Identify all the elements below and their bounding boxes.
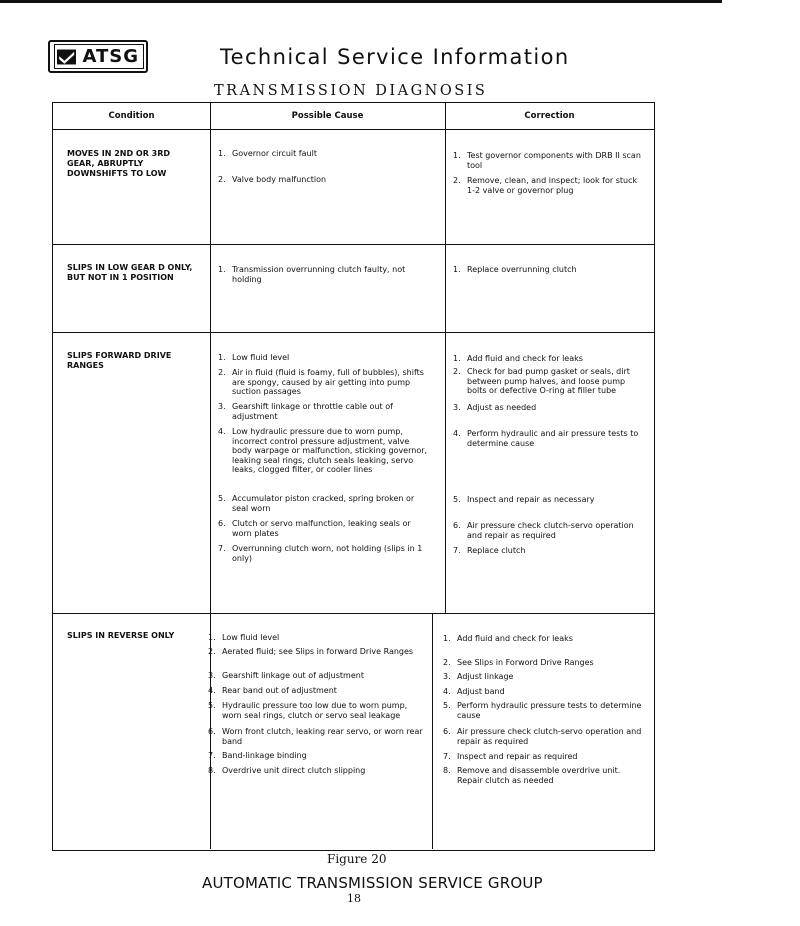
possible-cause-item (218, 427, 430, 475)
item-number: 2. (208, 647, 216, 656)
page-number: 18 (347, 892, 361, 905)
item-text: Air pressure check clutch-servo operation and repair as required (467, 521, 634, 540)
item-text: Perform hydraulic and air pressure tests to determine cause (467, 429, 639, 448)
item-number: 2. (443, 658, 451, 667)
possible-cause-item (218, 402, 430, 421)
item-text: Adjust band (457, 687, 505, 696)
item-number: 2. (218, 175, 226, 184)
possible-cause-item (208, 686, 426, 696)
correction-item (453, 176, 643, 195)
item-text: Air pressure check clutch-servo operation and repair as required (457, 727, 642, 746)
item-text: Inspect and repair as necessary (467, 495, 595, 504)
item-number: 1. (453, 265, 461, 274)
item-text: Inspect and repair as required (457, 752, 578, 761)
condition-cell: SLIPS FORWARD DRIVE RANGES (67, 351, 172, 370)
diagnosis-table (52, 102, 655, 851)
item-text: Accumulator piston cracked, spring broken or seal worn (232, 494, 415, 513)
item-number: 3. (453, 403, 461, 412)
item-text: Aerated fluid; see Slips in forward Drive Ranges (222, 647, 414, 656)
possible-cause-item (208, 671, 426, 681)
correction-item (443, 672, 643, 682)
section-title: TRANSMISSION DIAGNOSIS (214, 83, 488, 99)
item-number: 2. (218, 368, 226, 377)
correction-item (443, 727, 643, 746)
item-text: Gearshift linkage out of adjustment (222, 671, 364, 680)
item-number: 7. (443, 752, 451, 761)
item-number: 4. (208, 686, 216, 695)
correction-item (453, 354, 643, 364)
row-divider (53, 332, 654, 333)
correction-item (453, 429, 643, 448)
row-divider (53, 129, 654, 130)
item-text: Check for bad pump gasket or seals, dirt between pump halves, and loose pump bolts or defective O-ring at filler tube (467, 367, 630, 396)
atsg-logo (48, 40, 148, 73)
correction-item (453, 265, 643, 275)
correction-item (443, 701, 643, 720)
item-text: Valve body malfunction (232, 175, 327, 184)
item-text: See Slips in Forword Drive Ranges (457, 658, 594, 667)
correction-item (443, 687, 643, 697)
item-number: 1. (218, 353, 226, 362)
item-number: 5. (218, 494, 226, 503)
correction-item (453, 367, 643, 396)
possible-cause-item (218, 544, 430, 563)
possible-cause-item (208, 701, 426, 720)
item-number: 1. (453, 354, 461, 363)
item-number: 4. (453, 429, 461, 438)
item-number: 5. (443, 701, 451, 710)
correction-item (453, 495, 643, 505)
correction-item (453, 151, 643, 170)
possible-cause-item (218, 353, 430, 363)
item-text: Clutch or servo malfunction, leaking seals or worn plates (232, 519, 411, 538)
correction-item (443, 766, 643, 785)
item-number: 6. (218, 519, 226, 528)
item-number: 3. (218, 402, 226, 411)
top-rule (0, 0, 722, 3)
item-text: Rear band out of adjustment (222, 686, 337, 695)
item-text: Gearshift linkage or throttle cable out of adjustment (232, 402, 393, 421)
possible-cause-item (208, 766, 426, 776)
item-number: 7. (453, 546, 461, 555)
possible-cause-item (208, 751, 426, 761)
item-text: Add fluid and check for leaks (457, 634, 573, 643)
checkmark-logo-icon (57, 47, 76, 67)
column-header-correction: Correction (524, 111, 575, 121)
possible-cause-item (208, 727, 426, 746)
item-text: Low hydraulic pressure due to worn pump, incorrect control pressure adjustment, valve body warpage or malfunction, sticking governor, leaking seal rings, clutch seals leaking, servo leaks, clogged filter, or cooler lines (232, 427, 428, 475)
item-number: 7. (218, 544, 226, 553)
item-text: Hydraulic pressure too low due to worn pump, worn seal rings, clutch or servo seal leakage (222, 701, 408, 720)
possible-cause-item (218, 175, 430, 185)
possible-cause-item (218, 519, 430, 538)
item-number: 3. (443, 672, 451, 681)
possible-cause-item (208, 647, 426, 657)
figure-caption: Figure 20 (327, 852, 387, 866)
item-text: Worn front clutch, leaking rear servo, or worn rear band (222, 727, 423, 746)
correction-item (443, 658, 643, 668)
item-number: 8. (443, 766, 451, 775)
item-text: Replace clutch (467, 546, 526, 555)
page-title: Technical Service Information (220, 45, 570, 69)
item-number: 1. (453, 151, 461, 160)
possible-cause-item (218, 149, 430, 159)
item-number: 4. (218, 427, 226, 436)
item-text: Replace overrunning clutch (467, 265, 577, 274)
possible-cause-item (218, 494, 430, 513)
item-number: 6. (453, 521, 461, 530)
row-divider (53, 244, 654, 245)
item-number: 6. (208, 727, 216, 736)
item-text: Overdrive unit direct clutch slipping (222, 766, 366, 775)
possible-cause-item (208, 633, 426, 643)
item-number: 5. (453, 495, 461, 504)
item-text: Overrunning clutch worn, not holding (slips in 1 only) (232, 544, 423, 563)
item-text: Perform hydraulic pressure tests to determine cause (457, 701, 642, 720)
item-text: Remove, clean, and inspect; look for stuck 1-2 valve or governor plug (467, 176, 638, 195)
condition-cell: SLIPS IN LOW GEAR D ONLY, BUT NOT IN 1 POSITION (67, 263, 193, 282)
item-text: Air in fluid (fluid is foamy, full of bubbles), shifts are spongy, caused by air getting into pump suction passages (232, 368, 424, 397)
item-number: 1. (208, 633, 216, 642)
item-number: 8. (208, 766, 216, 775)
row-divider (53, 613, 654, 614)
item-text: Adjust as needed (467, 403, 537, 412)
column-header-possible-cause: Possible Cause (291, 111, 364, 121)
item-number: 2. (453, 367, 461, 376)
logo-text: ATSG (82, 46, 139, 67)
correction-item (443, 752, 643, 762)
correction-item (453, 521, 643, 540)
item-text: Transmission overrunning clutch faulty, not holding (232, 265, 406, 284)
footer-company: AUTOMATIC TRANSMISSION SERVICE GROUP (202, 874, 543, 892)
correction-item (453, 403, 643, 413)
condition-cell: SLIPS IN REVERSE ONLY (67, 631, 175, 640)
item-text: Test governor components with DRB II scan tool (467, 151, 641, 170)
correction-item (453, 546, 643, 556)
item-text: Add fluid and check for leaks (467, 354, 583, 363)
column-divider (432, 613, 433, 849)
item-text: Band-linkage binding (222, 751, 307, 760)
item-number: 4. (443, 687, 451, 696)
item-number: 1. (218, 265, 226, 274)
item-number: 2. (453, 176, 461, 185)
possible-cause-item (218, 265, 430, 284)
possible-cause-item (218, 368, 430, 397)
condition-cell: MOVES IN 2ND OR 3RD GEAR, ABRUPTLY DOWNSHIFTS TO LOW (67, 149, 171, 178)
item-number: 1. (443, 634, 451, 643)
item-number: 5. (208, 701, 216, 710)
item-number: 1. (218, 149, 226, 158)
column-divider (445, 103, 446, 613)
item-text: Adjust linkage (457, 672, 514, 681)
item-text: Remove and disassemble overdrive unit. Repair clutch as needed (457, 766, 621, 785)
item-number: 3. (208, 671, 216, 680)
correction-item (443, 634, 643, 644)
column-header-condition: Condition (108, 111, 155, 121)
item-number: 7. (208, 751, 216, 760)
item-text: Low fluid level (222, 633, 280, 642)
item-text: Governor circuit fault (232, 149, 317, 158)
item-number: 6. (443, 727, 451, 736)
item-text: Low fluid level (232, 353, 290, 362)
